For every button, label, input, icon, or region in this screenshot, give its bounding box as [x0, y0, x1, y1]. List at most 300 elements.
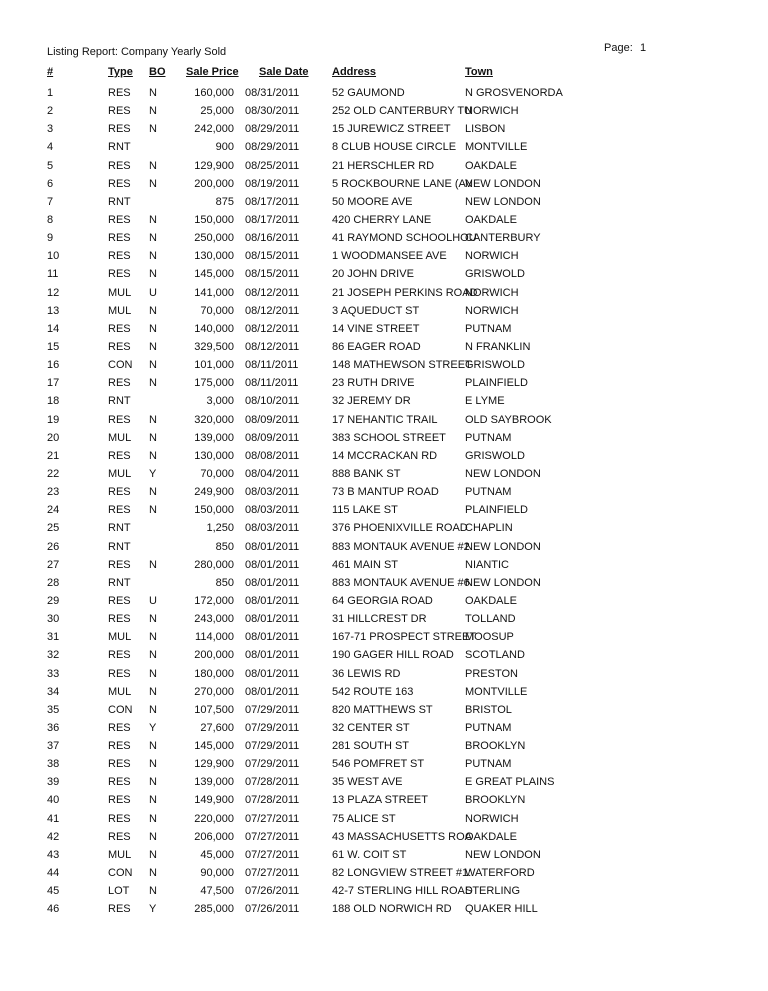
- sale-price-cell: 160,000: [194, 87, 234, 99]
- table-row: [0, 465, 768, 483]
- bo-flag-cell: N: [149, 703, 157, 716]
- row-number-cell: 22: [47, 467, 60, 480]
- sale-price-cell: 25,000: [200, 105, 234, 118]
- property-type-cell: RES: [108, 413, 131, 426]
- row-number-cell: 14: [47, 322, 60, 335]
- sale-price-cell: 180,000: [194, 667, 234, 680]
- row-number-cell: 39: [47, 776, 60, 789]
- address-cell: 21 HERSCHLER RD: [332, 159, 435, 172]
- sale-price-cell: 220,000: [194, 812, 234, 825]
- town-cell: CANTERBURY: [465, 232, 541, 245]
- sale-price-cell: 320,000: [194, 413, 234, 426]
- property-type-cell: MUL: [108, 631, 132, 644]
- sale-price-cell: 114,000: [195, 631, 234, 644]
- property-type-cell: RES: [108, 558, 131, 571]
- address-cell: 17 NEHANTIC TRAIL: [332, 413, 438, 426]
- row-number-cell: 34: [47, 685, 60, 698]
- bo-flag-cell: N: [149, 558, 157, 571]
- column-header-town: Town: [465, 66, 493, 78]
- property-type-cell: RES: [108, 340, 131, 353]
- bo-flag-cell: N: [149, 413, 157, 426]
- table-row: [0, 501, 768, 519]
- town-cell: SCOTLAND: [465, 649, 525, 662]
- town-cell: WATERFORD: [465, 867, 535, 880]
- address-cell: 43 MASSACHUSETTS ROA: [332, 830, 472, 843]
- row-number-cell: 15: [47, 340, 60, 353]
- address-cell: 61 W. COIT ST: [332, 848, 407, 861]
- property-type-cell: RES: [108, 486, 131, 499]
- sale-price-cell: 47,500: [200, 885, 234, 898]
- property-type-cell: RES: [108, 649, 131, 662]
- row-number-cell: 3: [47, 123, 54, 136]
- property-type-cell: RES: [108, 504, 131, 517]
- sale-date-cell: 07/27/2011: [245, 812, 300, 825]
- address-cell: 883 MONTAUK AVENUE #6: [332, 576, 470, 589]
- row-number-cell: 45: [47, 885, 60, 898]
- table-row: [0, 175, 768, 193]
- sale-price-cell: 129,900: [194, 758, 234, 771]
- town-cell: OAKDALE: [465, 594, 517, 607]
- sale-price-cell: 875: [215, 195, 234, 208]
- sale-date-cell: 08/01/2011: [245, 576, 300, 589]
- address-cell: 36 LEWIS RD: [332, 667, 401, 680]
- address-cell: 820 MATTHEWS ST: [332, 703, 433, 716]
- sale-price-cell: 150,000: [194, 504, 234, 517]
- sale-date-cell: 08/12/2011: [245, 286, 300, 299]
- town-cell: PUTNAM: [465, 322, 512, 335]
- row-number-cell: 17: [47, 377, 60, 390]
- sale-date-cell: 08/11/2011: [245, 377, 299, 390]
- property-type-cell: RNT: [108, 395, 131, 408]
- column-header-sale-price: Sale Price: [186, 66, 239, 78]
- sale-price-cell: 140,000: [194, 322, 234, 335]
- property-type-cell: RNT: [108, 576, 131, 589]
- bo-flag-cell: N: [149, 322, 157, 335]
- sale-price-cell: 243,000: [194, 613, 234, 626]
- property-type-cell: RES: [108, 105, 131, 118]
- town-cell: MOOSUP: [465, 631, 514, 644]
- bo-flag-cell: N: [149, 159, 157, 172]
- address-cell: 542 ROUTE 163: [332, 685, 414, 698]
- bo-flag-cell: N: [149, 449, 157, 462]
- bo-flag-cell: N: [149, 649, 157, 662]
- property-type-cell: RES: [108, 123, 131, 136]
- town-cell: OAKDALE: [465, 213, 517, 226]
- table-row: [0, 338, 768, 356]
- sale-price-cell: 285,000: [194, 903, 234, 916]
- sale-date-cell: 08/01/2011: [245, 667, 300, 680]
- sale-date-cell: 08/01/2011: [245, 594, 300, 607]
- row-number-cell: 12: [47, 286, 60, 299]
- town-cell: OAKDALE: [465, 159, 517, 172]
- town-cell: NEW LONDON: [465, 576, 541, 589]
- town-cell: NORWICH: [465, 304, 519, 317]
- table-row: [0, 120, 768, 138]
- property-type-cell: CON: [108, 703, 133, 716]
- town-cell: STERLING: [465, 885, 521, 898]
- sale-date-cell: 08/17/2011: [245, 213, 300, 226]
- sale-date-cell: 08/12/2011: [245, 304, 300, 317]
- bo-flag-cell: U: [149, 594, 157, 607]
- sale-date-cell: 08/15/2011: [245, 250, 300, 263]
- sale-price-cell: 200,000: [194, 649, 234, 662]
- table-row: [0, 483, 768, 501]
- town-cell: MONTVILLE: [465, 685, 528, 698]
- row-number-cell: 18: [47, 395, 60, 408]
- property-type-cell: MUL: [108, 848, 132, 861]
- sale-date-cell: 07/29/2011: [245, 758, 300, 771]
- listing-table: [0, 64, 768, 918]
- town-cell: TOLLAND: [465, 613, 516, 626]
- row-number-cell: 13: [47, 304, 60, 317]
- sale-price-cell: 280,000: [194, 558, 234, 571]
- bo-flag-cell: N: [149, 667, 157, 680]
- bo-flag-cell: N: [149, 232, 157, 245]
- sale-price-cell: 107,500: [194, 703, 234, 716]
- town-cell: PLAINFIELD: [465, 377, 528, 390]
- row-number-cell: 46: [47, 903, 60, 916]
- row-number-cell: 27: [47, 558, 60, 571]
- sale-date-cell: 07/29/2011: [245, 721, 300, 734]
- town-cell: E GREAT PLAINS: [465, 776, 555, 789]
- sale-date-cell: 08/25/2011: [245, 159, 300, 172]
- sale-date-cell: 08/01/2011: [245, 649, 300, 662]
- town-cell: NORWICH: [465, 286, 519, 299]
- sale-date-cell: 07/28/2011: [245, 776, 300, 789]
- table-row: [0, 320, 768, 338]
- town-cell: OLD SAYBROOK: [465, 413, 552, 426]
- table-row: [0, 846, 768, 864]
- bo-flag-cell: N: [149, 213, 157, 226]
- address-cell: 3 AQUEDUCT ST: [332, 304, 420, 317]
- sale-date-cell: 08/01/2011: [245, 558, 300, 571]
- sale-price-cell: 139,000: [194, 431, 234, 444]
- table-row: [0, 810, 768, 828]
- town-cell: NEW LONDON: [465, 467, 541, 480]
- row-number-cell: 35: [47, 703, 60, 716]
- row-number-cell: 40: [47, 794, 60, 807]
- sale-date-cell: 08/08/2011: [245, 449, 300, 462]
- sale-date-cell: 07/26/2011: [245, 885, 300, 898]
- sale-price-cell: 249,900: [194, 486, 234, 499]
- town-cell: PRESTON: [465, 667, 518, 680]
- row-number-cell: 1: [47, 87, 54, 99]
- bo-flag-cell: N: [149, 740, 157, 753]
- row-number-cell: 20: [47, 431, 60, 444]
- address-cell: 461 MAIN ST: [332, 558, 399, 571]
- town-cell: BRISTOL: [465, 703, 512, 716]
- property-type-cell: RES: [108, 740, 131, 753]
- bo-flag-cell: Y: [149, 467, 157, 480]
- bo-flag-cell: N: [149, 177, 157, 190]
- town-cell: N GROSVENORDA: [465, 87, 563, 99]
- sale-price-cell: 27,600: [200, 721, 234, 734]
- bo-flag-cell: N: [149, 359, 157, 372]
- address-cell: 190 GAGER HILL ROAD: [332, 649, 454, 662]
- bo-flag-cell: N: [149, 758, 157, 771]
- address-cell: 5 ROCKBOURNE LANE (AV: [332, 177, 473, 190]
- bo-flag-cell: N: [149, 486, 157, 499]
- property-type-cell: RES: [108, 87, 131, 99]
- sale-price-cell: 172,000: [194, 594, 234, 607]
- table-row: [0, 864, 768, 882]
- sale-date-cell: 07/27/2011: [245, 848, 300, 861]
- sale-price-cell: 139,000: [194, 776, 234, 789]
- property-type-cell: RES: [108, 377, 131, 390]
- address-cell: 888 BANK ST: [332, 467, 401, 480]
- row-number-cell: 10: [47, 250, 60, 263]
- table-row: [0, 229, 768, 247]
- bo-flag-cell: N: [149, 631, 157, 644]
- table-row: [0, 265, 768, 283]
- property-type-cell: RES: [108, 594, 131, 607]
- address-cell: 14 VINE STREET: [332, 322, 420, 335]
- property-type-cell: MUL: [108, 467, 132, 480]
- town-cell: BROOKLYN: [465, 740, 526, 753]
- row-number-cell: 4: [47, 141, 54, 154]
- sale-date-cell: 08/17/2011: [245, 195, 300, 208]
- sale-price-cell: 3,000: [206, 395, 234, 408]
- row-number-cell: 31: [47, 631, 60, 644]
- town-cell: CHAPLIN: [465, 522, 513, 535]
- town-cell: NEW LONDON: [465, 177, 541, 190]
- sale-price-cell: 141,000: [194, 286, 234, 299]
- town-cell: PLAINFIELD: [465, 504, 528, 517]
- town-cell: LISBON: [465, 123, 506, 136]
- sale-date-cell: 08/12/2011: [245, 340, 300, 353]
- table-row: [0, 773, 768, 791]
- bo-flag-cell: N: [149, 250, 157, 263]
- bo-flag-cell: N: [149, 123, 157, 136]
- page-number: 1: [640, 42, 647, 54]
- sale-price-cell: 850: [215, 540, 234, 553]
- column-header-bo: BO: [149, 66, 166, 78]
- property-type-cell: RES: [108, 667, 131, 680]
- sale-date-cell: 08/31/2011: [245, 87, 300, 99]
- bo-flag-cell: N: [149, 431, 157, 444]
- property-type-cell: RES: [108, 613, 131, 626]
- table-row: [0, 138, 768, 156]
- sale-price-cell: 206,000: [194, 830, 234, 843]
- row-number-cell: 30: [47, 613, 60, 626]
- sale-date-cell: 08/11/2011: [245, 359, 299, 372]
- column-header-address: Address: [332, 66, 377, 78]
- row-number-cell: 32: [47, 649, 60, 662]
- row-number-cell: 16: [47, 359, 60, 372]
- address-cell: 546 POMFRET ST: [332, 758, 425, 771]
- bo-flag-cell: N: [149, 268, 157, 281]
- row-number-cell: 33: [47, 667, 60, 680]
- property-type-cell: RES: [108, 758, 131, 771]
- sale-price-cell: 200,000: [194, 177, 234, 190]
- property-type-cell: MUL: [108, 304, 132, 317]
- property-type-cell: RES: [108, 812, 131, 825]
- property-type-cell: MUL: [108, 685, 132, 698]
- bo-flag-cell: N: [149, 340, 157, 353]
- sale-date-cell: 08/29/2011: [245, 141, 300, 154]
- property-type-cell: RES: [108, 268, 131, 281]
- bo-flag-cell: N: [149, 105, 157, 118]
- table-row: [0, 900, 768, 918]
- sale-price-cell: 145,000: [194, 740, 234, 753]
- sale-date-cell: 08/01/2011: [245, 540, 300, 553]
- sale-date-cell: 07/28/2011: [245, 794, 300, 807]
- sale-price-cell: 45,000: [200, 848, 234, 861]
- table-row: [0, 791, 768, 809]
- sale-date-cell: 08/29/2011: [245, 123, 300, 136]
- table-row: [0, 356, 768, 374]
- sale-price-cell: 1,250: [206, 522, 234, 535]
- row-number-cell: 37: [47, 740, 60, 753]
- address-cell: 20 JOHN DRIVE: [332, 268, 414, 281]
- property-type-cell: RES: [108, 232, 131, 245]
- sale-date-cell: 08/03/2011: [245, 486, 300, 499]
- address-cell: 75 ALICE ST: [332, 812, 396, 825]
- sale-price-cell: 242,000: [194, 123, 234, 136]
- table-row: [0, 828, 768, 846]
- town-cell: N FRANKLIN: [465, 340, 531, 353]
- table-row: [0, 882, 768, 900]
- bo-flag-cell: N: [149, 848, 157, 861]
- address-cell: 73 B MANTUP ROAD: [332, 486, 439, 499]
- town-cell: MONTVILLE: [465, 141, 528, 154]
- address-cell: 281 SOUTH ST: [332, 740, 410, 753]
- table-row: [0, 610, 768, 628]
- property-type-cell: RES: [108, 159, 131, 172]
- table-row: [0, 157, 768, 175]
- address-cell: 86 EAGER ROAD: [332, 340, 421, 353]
- sale-date-cell: 08/09/2011: [245, 413, 300, 426]
- sale-date-cell: 08/15/2011: [245, 268, 300, 281]
- address-cell: 188 OLD NORWICH RD: [332, 903, 452, 916]
- sale-date-cell: 07/27/2011: [245, 830, 300, 843]
- address-cell: 32 CENTER ST: [332, 721, 410, 734]
- table-row: [0, 284, 768, 302]
- bo-flag-cell: N: [149, 87, 157, 99]
- row-number-cell: 24: [47, 504, 60, 517]
- table-row: [0, 84, 768, 102]
- table-row: [0, 519, 768, 537]
- table-row: [0, 429, 768, 447]
- sale-price-cell: 250,000: [194, 232, 234, 245]
- property-type-cell: RES: [108, 830, 131, 843]
- town-cell: GRISWOLD: [465, 449, 525, 462]
- property-type-cell: MUL: [108, 286, 132, 299]
- sale-price-cell: 90,000: [200, 867, 234, 880]
- town-cell: PUTNAM: [465, 486, 512, 499]
- sale-date-cell: 08/03/2011: [245, 522, 300, 535]
- table-row: [0, 302, 768, 320]
- address-cell: 50 MOORE AVE: [332, 195, 413, 208]
- table-row: [0, 374, 768, 392]
- address-cell: 13 PLAZA STREET: [332, 794, 428, 807]
- address-cell: 23 RUTH DRIVE: [332, 377, 415, 390]
- row-number-cell: 28: [47, 576, 60, 589]
- sale-price-cell: 70,000: [200, 467, 234, 480]
- table-row: [0, 628, 768, 646]
- town-cell: NORWICH: [465, 812, 519, 825]
- town-cell: PUTNAM: [465, 721, 512, 734]
- page-label: Page:: [604, 42, 633, 54]
- property-type-cell: RES: [108, 776, 131, 789]
- row-number-cell: 19: [47, 413, 60, 426]
- sale-price-cell: 70,000: [200, 304, 234, 317]
- table-row: [0, 556, 768, 574]
- table-row: [0, 102, 768, 120]
- sale-date-cell: 07/26/2011: [245, 903, 300, 916]
- address-cell: 35 WEST AVE: [332, 776, 403, 789]
- sale-date-cell: 08/04/2011: [245, 467, 300, 480]
- address-cell: 252 OLD CANTERBURY TU: [332, 105, 472, 118]
- sale-date-cell: 08/16/2011: [245, 232, 300, 245]
- town-cell: BROOKLYN: [465, 794, 526, 807]
- address-cell: 82 LONGVIEW STREET #1:: [332, 867, 472, 880]
- row-number-cell: 11: [47, 268, 59, 281]
- sale-price-cell: 149,900: [194, 794, 234, 807]
- sale-date-cell: 08/01/2011: [245, 631, 300, 644]
- sale-price-cell: 329,500: [194, 340, 234, 353]
- table-header-row: [0, 64, 768, 84]
- sale-price-cell: 145,000: [194, 268, 234, 281]
- property-type-cell: RES: [108, 322, 131, 335]
- town-cell: NORWICH: [465, 105, 519, 118]
- row-number-cell: 44: [47, 867, 60, 880]
- row-number-cell: 36: [47, 721, 60, 734]
- bo-flag-cell: N: [149, 685, 157, 698]
- town-cell: NEW LONDON: [465, 848, 541, 861]
- bo-flag-cell: Y: [149, 721, 157, 734]
- row-number-cell: 42: [47, 830, 60, 843]
- address-cell: 32 JEREMY DR: [332, 395, 411, 408]
- row-number-cell: 26: [47, 540, 60, 553]
- address-cell: 14 MCCRACKAN RD: [332, 449, 438, 462]
- bo-flag-cell: N: [149, 812, 157, 825]
- address-cell: 115 LAKE ST: [332, 504, 398, 517]
- row-number-cell: 9: [47, 232, 54, 245]
- sale-date-cell: 08/10/2011: [245, 395, 300, 408]
- bo-flag-cell: N: [149, 830, 157, 843]
- address-cell: 148 MATHEWSON STREET: [332, 359, 472, 372]
- sale-price-cell: 900: [215, 141, 234, 154]
- sale-price-cell: 101,000: [194, 359, 234, 372]
- table-row: [0, 683, 768, 701]
- row-number-cell: 8: [47, 213, 54, 226]
- address-cell: 420 CHERRY LANE: [332, 213, 432, 226]
- town-cell: PUTNAM: [465, 431, 512, 444]
- sale-date-cell: 08/19/2011: [245, 177, 300, 190]
- property-type-cell: MUL: [108, 431, 132, 444]
- property-type-cell: RNT: [108, 522, 131, 535]
- row-number-cell: 7: [47, 195, 54, 208]
- bo-flag-cell: N: [149, 613, 157, 626]
- column-header-number: #: [47, 66, 54, 78]
- report-title: Listing Report: Company Yearly Sold: [47, 46, 227, 58]
- column-header-type: Type: [108, 66, 133, 78]
- bo-flag-cell: N: [149, 304, 157, 317]
- sale-price-cell: 270,000: [194, 685, 234, 698]
- row-number-cell: 41: [47, 812, 60, 825]
- sale-date-cell: 08/30/2011: [245, 105, 300, 118]
- sale-date-cell: 08/01/2011: [245, 613, 300, 626]
- bo-flag-cell: N: [149, 867, 157, 880]
- table-row: [0, 447, 768, 465]
- bo-flag-cell: U: [149, 286, 157, 299]
- property-type-cell: RES: [108, 250, 131, 263]
- column-header-sale-date: Sale Date: [259, 66, 309, 78]
- table-row: [0, 646, 768, 664]
- table-row: [0, 392, 768, 410]
- address-cell: 883 MONTAUK AVENUE #2: [332, 540, 470, 553]
